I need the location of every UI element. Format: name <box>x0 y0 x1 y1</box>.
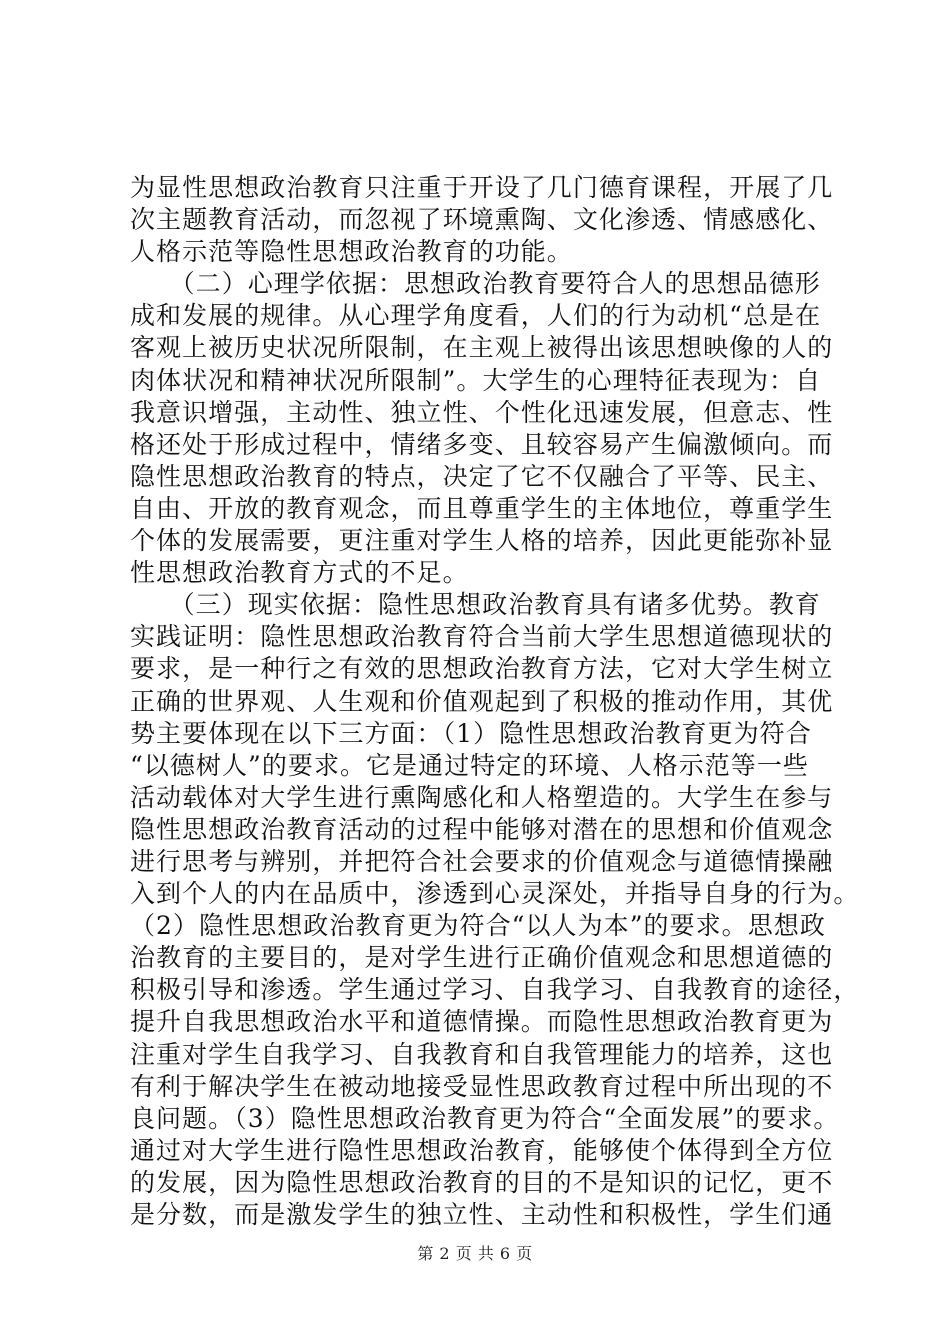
text-line: 客观上被历史状况所限制，在主观上被得出该思想映像的人的 <box>130 333 834 363</box>
text-line: 有利于解决学生在被动地接受显性思政教育过程中所出现的不 <box>130 1071 834 1101</box>
text-line: 进行思考与辨别，并把符合社会要求的价值观念与道德情操融 <box>130 846 834 876</box>
text-line: 隐性思想政治教育的特点，决定了它不仅融合了平等、民主、 <box>130 461 834 491</box>
text-line: 势主要体现在以下三方面：（1）隐性思想政治教育更为符合 <box>130 718 812 748</box>
text-line: 活动载体对大学生进行熏陶感化和人格塑造的。大学生在参与 <box>130 782 834 812</box>
text-line: 要求，是一种行之有效的思想政治教育方法，它对大学生树立 <box>130 654 834 684</box>
text-line: 是分数，而是激发学生的独立性、主动性和积极性，学生们通 <box>130 1200 834 1229</box>
text-line: 治教育的主要目的，是对学生进行正确价值观念和思想道德的 <box>130 943 834 973</box>
text-line: 注重对学生自我学习、自我教育和自我管理能力的培养，这也 <box>130 1039 834 1069</box>
text-line: 我意识增强，主动性、独立性、个性化迅速发展，但意志、性 <box>130 397 834 427</box>
text-line: 正确的世界观、人生观和价值观起到了积极的推动作用，其优 <box>130 686 834 716</box>
text-line: 格还处于形成过程中，情绪多变、且较容易产生偏激倾向。而 <box>130 429 834 459</box>
text-line: 肉体状况和精神状况所限制”。大学生的心理特征表现为：自 <box>130 365 822 395</box>
text-line: 通过对大学生进行隐性思想政治教育，能够使个体得到全方位 <box>130 1135 834 1165</box>
text-line: “以德树人”的要求。它是通过特定的环境、人格示范等一些 <box>130 750 809 780</box>
page-footer: 第 2 页 共 6 页 <box>417 1244 533 1263</box>
text-line: 自由、开放的教育观念，而且尊重学生的主体地位，尊重学生 <box>130 493 834 523</box>
text-line: 成和发展的规律。从心理学角度看，人们的行为动机“总是在 <box>130 301 822 331</box>
text-line: 积极引导和渗透。学生通过学习、自我学习、自我教育的途径， <box>130 975 860 1005</box>
text-line: 为显性思想政治教育只注重于开设了几门德育课程，开展了几 <box>130 173 834 202</box>
text-line: 提升自我思想政治水平和道德情操。而隐性思想政治教育更为 <box>130 1007 834 1037</box>
text-line: 性思想政治教育方式的不足。 <box>130 558 469 588</box>
text-line: 良问题。（3）隐性思想政治教育更为符合“全面发展”的要求。 <box>130 1103 840 1133</box>
text-line: （2）隐性思想政治教育更为符合“以人为本”的要求。思想政 <box>130 911 826 941</box>
text-line: （二）心理学依据：思想政治教育要符合人的思想品德形 <box>130 269 821 299</box>
text-line: 隐性思想政治教育活动的过程中能够对潜在的思想和价值观念 <box>130 814 834 844</box>
text-line: 人格示范等隐性思想政治教育的功能。 <box>130 237 573 267</box>
text-line: 次主题教育活动，而忽视了环境熏陶、文化渗透、情感感化、 <box>130 205 834 235</box>
body-text <box>130 172 860 1231</box>
text-line: 个体的发展需要，更注重对学生人格的培养，因此更能弥补显 <box>130 526 834 556</box>
text-line: 的发展，因为隐性思想政治教育的目的不是知识的记忆，更不 <box>130 1167 834 1197</box>
text-line: （三）现实依据：隐性思想政治教育具有诸多优势。教育 <box>130 590 821 620</box>
text-line: 实践证明：隐性思想政治教育符合当前大学生思想道德现状的 <box>130 622 834 652</box>
text-line: 入到个人的内在品质中，渗透到心灵深处，并指导自身的行为。 <box>130 879 860 909</box>
